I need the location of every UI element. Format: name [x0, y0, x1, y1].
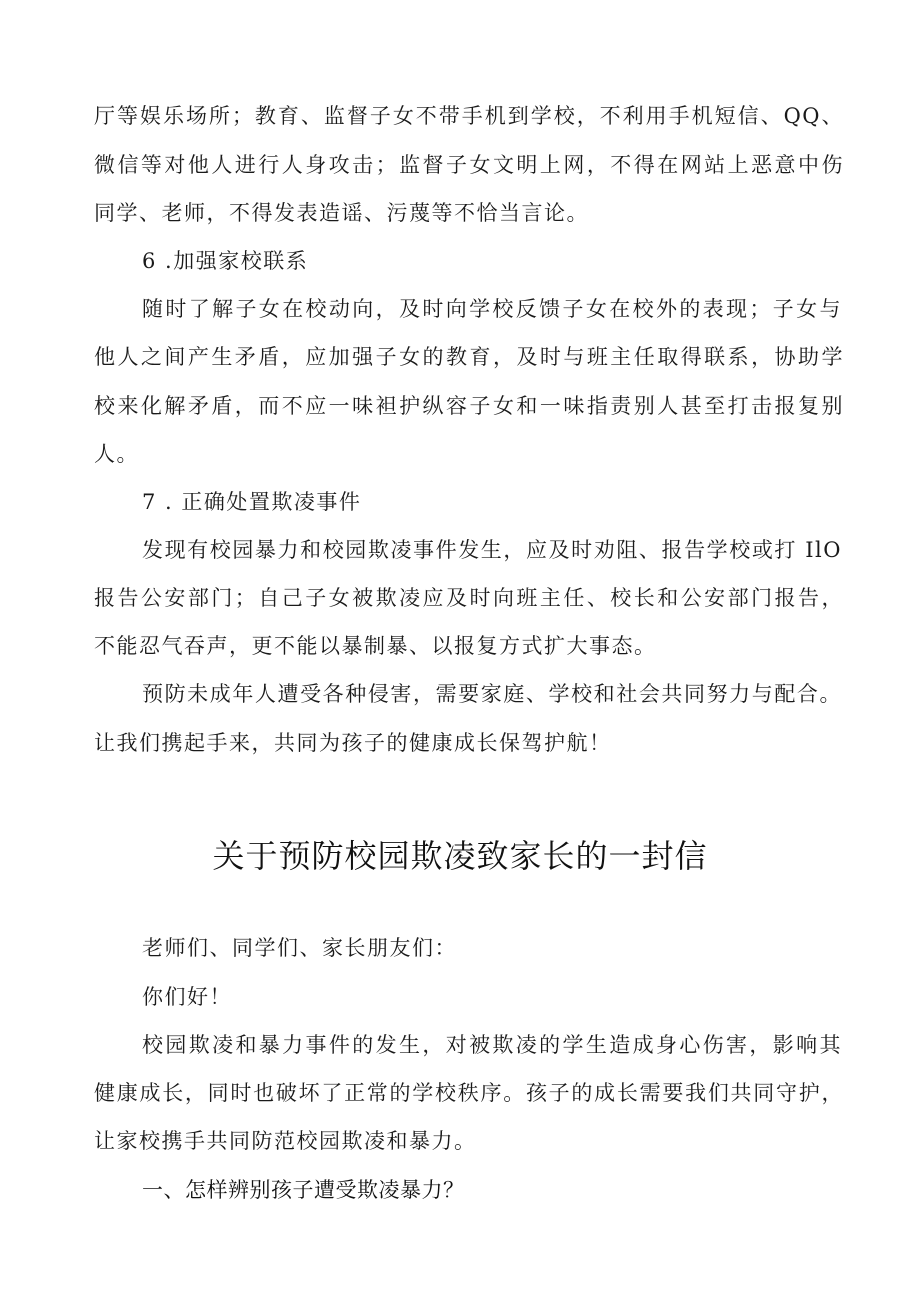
paragraph-line: 同学、老师，不得发表造谣、污蔑等不恰当言论。: [94, 201, 589, 225]
paragraph-line: 微信等对他人进行人身攻击；监督子女文明上网，不得在网站上恶意中伤: [94, 153, 844, 177]
salutation: 老师们、同学们、家长朋友们：: [142, 936, 457, 960]
paragraph-line: 随时了解子女在校动向，及时向学校反馈子女在校外的表现；子女与: [142, 297, 842, 321]
paragraph-line: 让我们携起手来，共同为孩子的健康成长保驾护航！: [94, 731, 612, 755]
greeting: 你们好！: [142, 985, 232, 1009]
paragraph-line: 不能忍气吞声，更不能以暴制暴、以报复方式扩大事态。: [94, 634, 657, 658]
paragraph-line: 校园欺凌和暴力事件的发生，对被欺凌的学生造成身心伤害，影响其: [142, 1033, 842, 1057]
paragraph-line: 预防未成年人遭受各种侵害，需要家庭、学校和社会共同努力与配合。: [142, 682, 842, 706]
section-heading-6: 6 .加强家校联系: [142, 249, 309, 273]
paragraph-line: 健康成长，同时也破坏了正常的学校秩序。孩子的成长需要我们共同守护，: [94, 1081, 844, 1105]
paragraph-line: 他人之间产生矛盾，应加强子女的教育，及时与班主任取得联系，协助学: [94, 345, 844, 369]
paragraph-line: 发现有校园暴力和校园欺凌事件发生，应及时劝阻、报告学校或打 IlO: [142, 538, 842, 562]
letter-title: 关于预防校园欺凌致家长的一封信: [212, 837, 708, 875]
section-heading-7: 7 . 正确处置欺凌事件: [142, 490, 362, 514]
paragraph-line: 让家校携手共同防范校园欺凌和暴力。: [94, 1129, 477, 1153]
paragraph-line: 报告公安部门；自己子女被欺凌应及时向班主任、校长和公安部门报告，: [94, 586, 844, 610]
paragraph-line: 校来化解矛盾，而不应一味袒护纵容子女和一味指责别人甚至打击报复别: [94, 394, 844, 418]
paragraph-line: 人。: [94, 442, 139, 466]
section-heading-1: 一、怎样辨别孩子遭受欺凌暴力？: [142, 1178, 465, 1202]
paragraph-line: 厅等娱乐场所；教育、监督子女不带手机到学校，不利用手机短信、QQ、: [94, 104, 844, 128]
